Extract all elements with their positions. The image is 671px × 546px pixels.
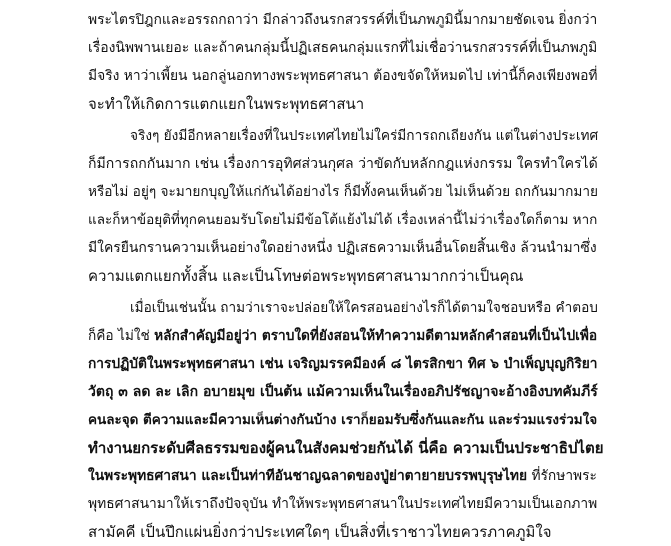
text-line: หรือไม่ อยู่ๆ จะมายกบุญให้แก่กันได้อย่างไร ก็มีทั้งคนเห็นด้วย ไม่เห็นด้วย ถกกันมากมาย [88, 184, 599, 200]
paragraph-1 [88, 6, 608, 118]
text-line: พุทธศาสนามาให้เราถึงปัจจุบัน ทำให้พระพุทธศาสนาในประเทศไทยมีความเป็นเอกภาพ [88, 496, 598, 512]
text-line: ความแตกแยกทั้งสิ้น และเป็นโทษต่อพระพุทธศาสนามากกว่าเป็นคุณ [88, 267, 524, 285]
paragraph-2 [88, 122, 608, 290]
text-line: และก็หาข้อยุติที่ทุกคนยอมรับโดยไม่มีข้อโต้แย้งไม่ได้ เรื่องเหล่านี้ไม่ว่าเรื่องใดก็ตาม หาก [88, 212, 598, 228]
bold-text-segment: หลักสำคัญมีอยู่ว่า ตราบใดที่ยังสอนให้ทำความดีตามหลักคำสอนที่เป็นไปเพื่อ [154, 328, 598, 344]
text-line: จะทำให้เกิดการแตกแยกในพระพุทธศาสนา [88, 95, 365, 113]
bold-text-line: ทำงานยกระดับศีลธรรมของผู้คนในสังคมช่วยกันได้ นี่คือ ความเป็นประชาธิปไตย [88, 439, 604, 457]
bold-text-line: คนละจุด ตีความและมีความเห็นต่างกันบ้าง เราก็ยอมรับซึ่งกันและกัน และร่วมแรงร่วมใจ [88, 412, 598, 428]
text-segment: ที่รักษาพระ [527, 468, 597, 484]
paragraph-3 [88, 294, 608, 546]
bold-text-segment: ในพระพุทธศาสนา และเป็นท่าทีอันชาญฉลาดของปู่ย่าตายายบรรพบุรุษไทย [88, 468, 528, 484]
text-line-mixed [88, 322, 608, 350]
text-line: พระไตรปิฎกและอรรถกถาว่า มีกล่าวถึงนรกสวรรค์ที่เป็นภพภูมินี้มากมายชัดเจน ยิ่งกว่า [88, 12, 598, 28]
text-line: มีจริง หาว่าเพี้ยน นอกลู่นอกทางพระพุทธศาสนา ต้องขจัดให้หมดไป เท่านี้ก็คงเพียงพอที่ [88, 68, 598, 84]
text-line: สามัคคี เป็นปึกแผ่นยิ่งกว่าประเทศใดๆ เป็นสิ่งที่เราชาวไทยควรภาคภูมิใจ [88, 523, 552, 541]
text-line: มีใครยืนกรานความเห็นอย่างใดอย่างหนึ่ง ปฏิเสธความเห็นอื่นโดยสิ้นเชิง ล้วนนำมาซึ่ง [88, 240, 597, 256]
text-line: เรื่องนิพพานเยอะ และถ้าคนกลุ่มนี้ปฏิเสธคนกลุ่มแรกที่ไม่เชื่อว่านรกสวรรค์ที่เป็นภพภูมิ [88, 40, 598, 56]
bold-text-line: การปฏิบัติในพระพุทธศาสนา เช่น เจริญมรรคมีองค์ ๘ ไตรสิกขา ทิศ ๖ บำเพ็ญบุญกิริยา [88, 356, 598, 372]
bold-text-line: วัตถุ ๓ ลด ละ เลิก อบายมุข เป็นต้น แม้ความเห็นในเรื่องอภิปรัชญาจะอ้างอิงบทคัมภีร์ [88, 384, 598, 400]
text-line: จริงๆ ยังมีอีกหลายเรื่องที่ในประเทศไทยไม่ใคร่มีการถกเถียงกัน แต่ในต่างประเทศ [130, 128, 599, 144]
text-segment: ก็คือ ไม่ใช่ [88, 328, 155, 344]
text-line: เมื่อเป็นเช่นนั้น ถามว่าเราจะปล่อยให้ใครสอนอย่างไรก็ได้ตามใจชอบหรือ คำตอบ [130, 300, 598, 316]
text-line-mixed [88, 462, 608, 490]
text-line: ก็มีการถกกันมาก เช่น เรื่องการอุทิศส่วนกุศล ว่าขัดกับหลักกฎแห่งกรรม ใครทำใครได้ [88, 156, 598, 172]
